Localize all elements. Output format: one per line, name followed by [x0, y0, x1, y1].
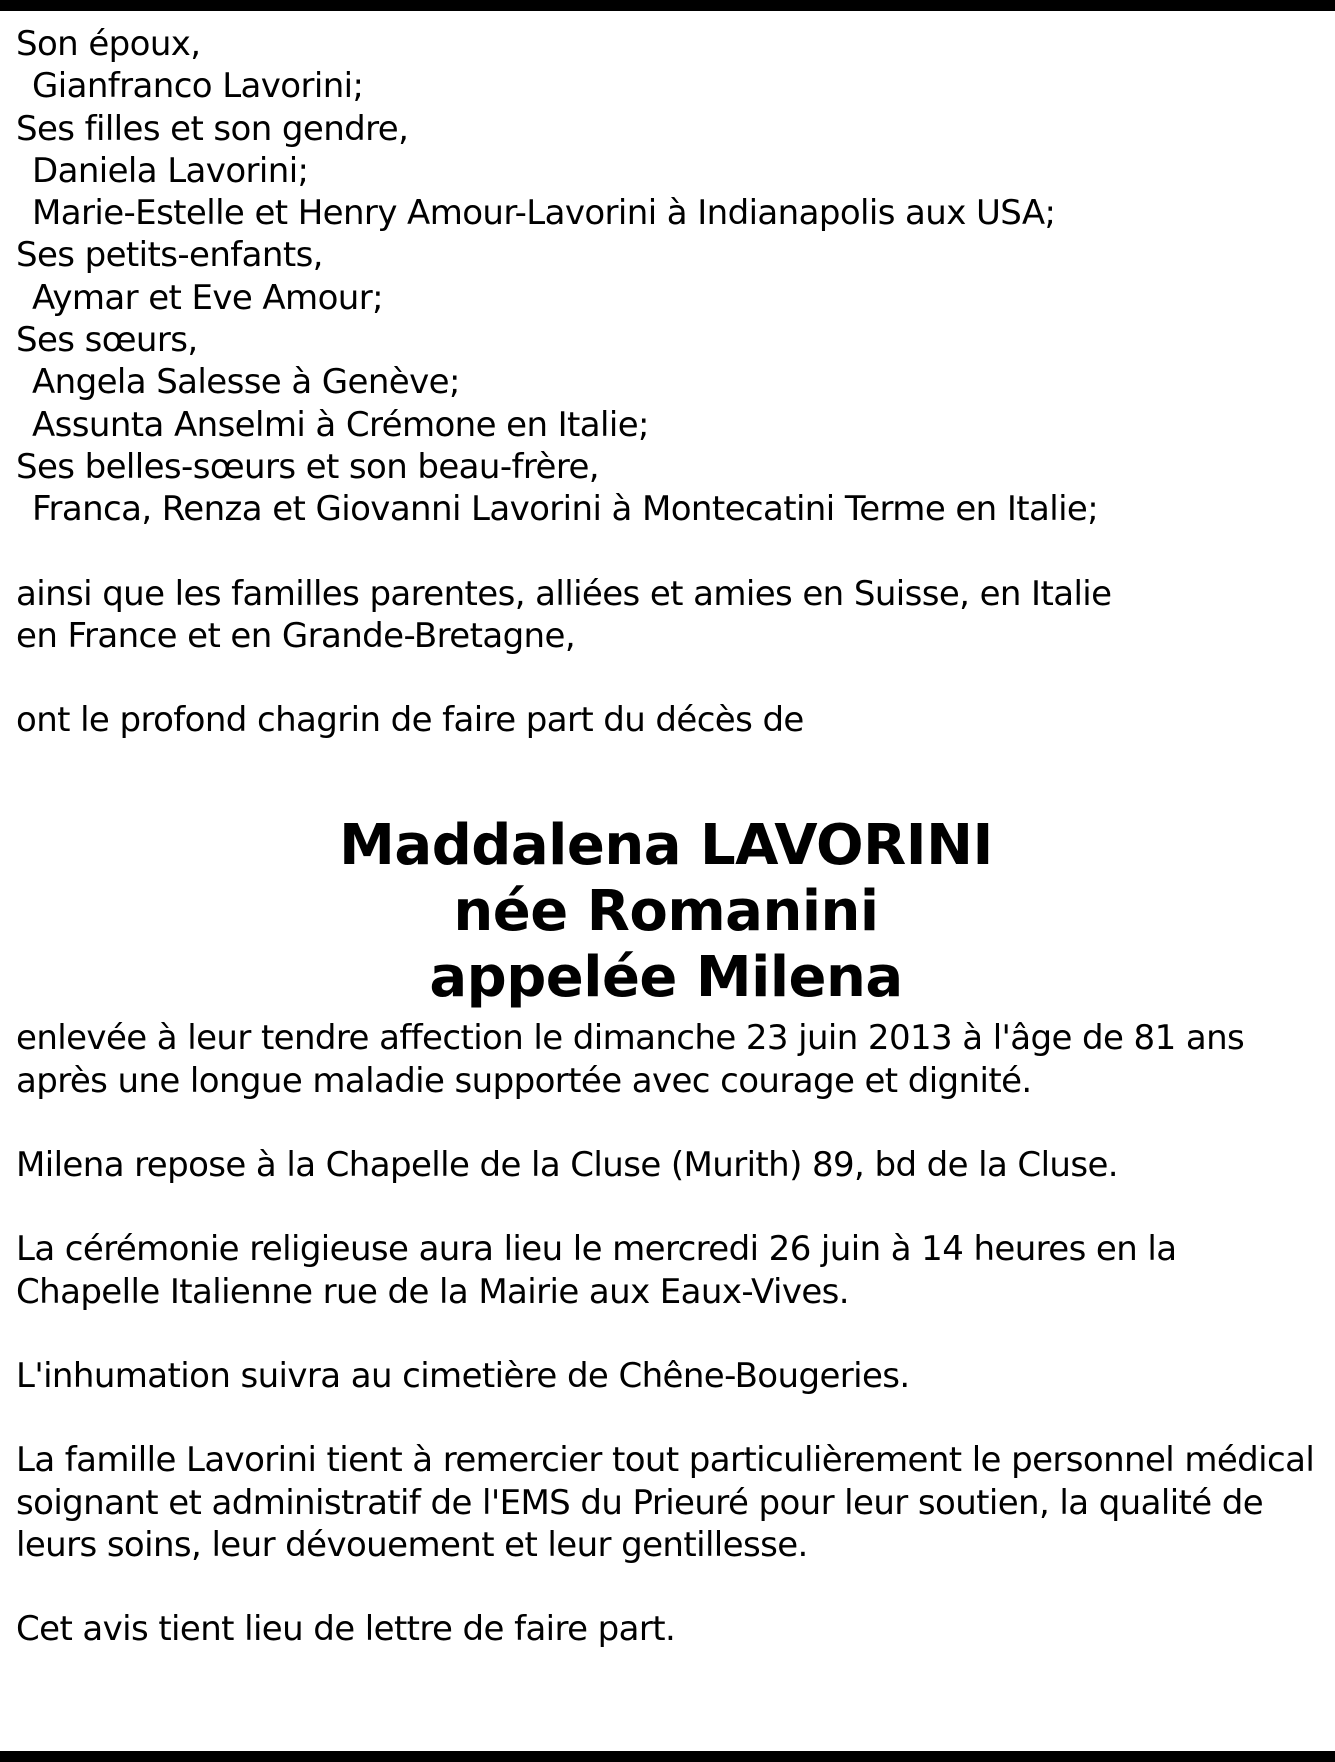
spacer — [16, 1102, 1316, 1144]
relatives-paragraph — [16, 573, 1316, 658]
inlaws-heading: Ses belles-sœurs et son beau-frère, — [16, 446, 600, 487]
spacer — [16, 531, 1316, 573]
spacer — [16, 1566, 1316, 1608]
spacer — [16, 657, 1316, 699]
death-details-line: après une longue maladie supportée avec courage et dignité. — [16, 1060, 1032, 1101]
ceremony-line: Chapelle Italienne rue de la Mairie aux Eaux-Vives. — [16, 1271, 849, 1312]
spouse-name: Gianfranco Lavorini; — [32, 66, 364, 107]
daughter-name: Marie-Estelle et Henry Amour-Lavorini à Indianapolis aux USA; — [32, 193, 1056, 234]
deceased-nickname: appelée Milena — [429, 945, 903, 1011]
grandchildren-heading: Ses petits-enfants, — [16, 235, 323, 276]
thanks-line: La famille Lavorini tient à remercier tout particulièrement le personnel médical — [16, 1440, 1315, 1481]
relatives-line: ainsi que les familles parentes, alliées et amies en Suisse, en Italie — [16, 573, 1112, 614]
grandchildren-names: Aymar et Eve Amour; — [32, 277, 383, 318]
relatives-line: en France et en Grande-Bretagne, — [16, 615, 576, 656]
closing-line: Cet avis tient lieu de lettre de faire part. — [16, 1609, 676, 1650]
announcement-line: ont le profond chagrin de faire part du décès de — [16, 700, 804, 741]
deceased-name: Maddalena LAVORINI — [339, 813, 993, 879]
deceased-name-block — [0, 813, 1316, 1011]
top-border-rule — [0, 0, 1335, 11]
obituary-notice — [16, 23, 1316, 1650]
sister-name: Assunta Anselmi à Crémone en Italie; — [32, 404, 649, 445]
death-details-paragraph — [16, 1017, 1316, 1102]
thanks-line: soignant et administratif de l'EMS du Prieuré pour leur soutien, la qualité de — [16, 1482, 1264, 1523]
daughters-heading: Ses filles et son gendre, — [16, 108, 409, 149]
death-details-line: enlevée à leur tendre affection le dimanche 23 juin 2013 à l'âge de 81 ans — [16, 1018, 1245, 1059]
ceremony-line: La cérémonie religieuse aura lieu le mercredi 26 juin à 14 heures en la — [16, 1229, 1177, 1270]
spacer — [16, 1397, 1316, 1439]
family-list — [16, 23, 1316, 531]
sister-name: Angela Salesse à Genève; — [32, 362, 460, 403]
inlaws-names: Franca, Renza et Giovanni Lavorini à Montecatini Terme en Italie; — [32, 489, 1099, 530]
spouse-heading: Son époux, — [16, 24, 201, 64]
thanks-line: leurs soins, leur dévouement et leur gentillesse. — [16, 1524, 808, 1565]
repose-line: Milena repose à la Chapelle de la Cluse (Murith) 89, bd de la Cluse. — [16, 1145, 1119, 1186]
sisters-heading: Ses sœurs, — [16, 320, 198, 361]
burial-line: L'inhumation suivra au cimetière de Chêne-Bougeries. — [16, 1355, 910, 1396]
spacer — [16, 1186, 1316, 1228]
spacer — [16, 741, 1316, 813]
thanks-paragraph — [16, 1439, 1316, 1566]
spacer — [16, 1313, 1316, 1355]
deceased-maiden-name: née Romanini — [453, 879, 879, 945]
daughter-name: Daniela Lavorini; — [32, 150, 309, 191]
ceremony-paragraph — [16, 1228, 1316, 1313]
bottom-border-rule — [0, 1751, 1335, 1762]
